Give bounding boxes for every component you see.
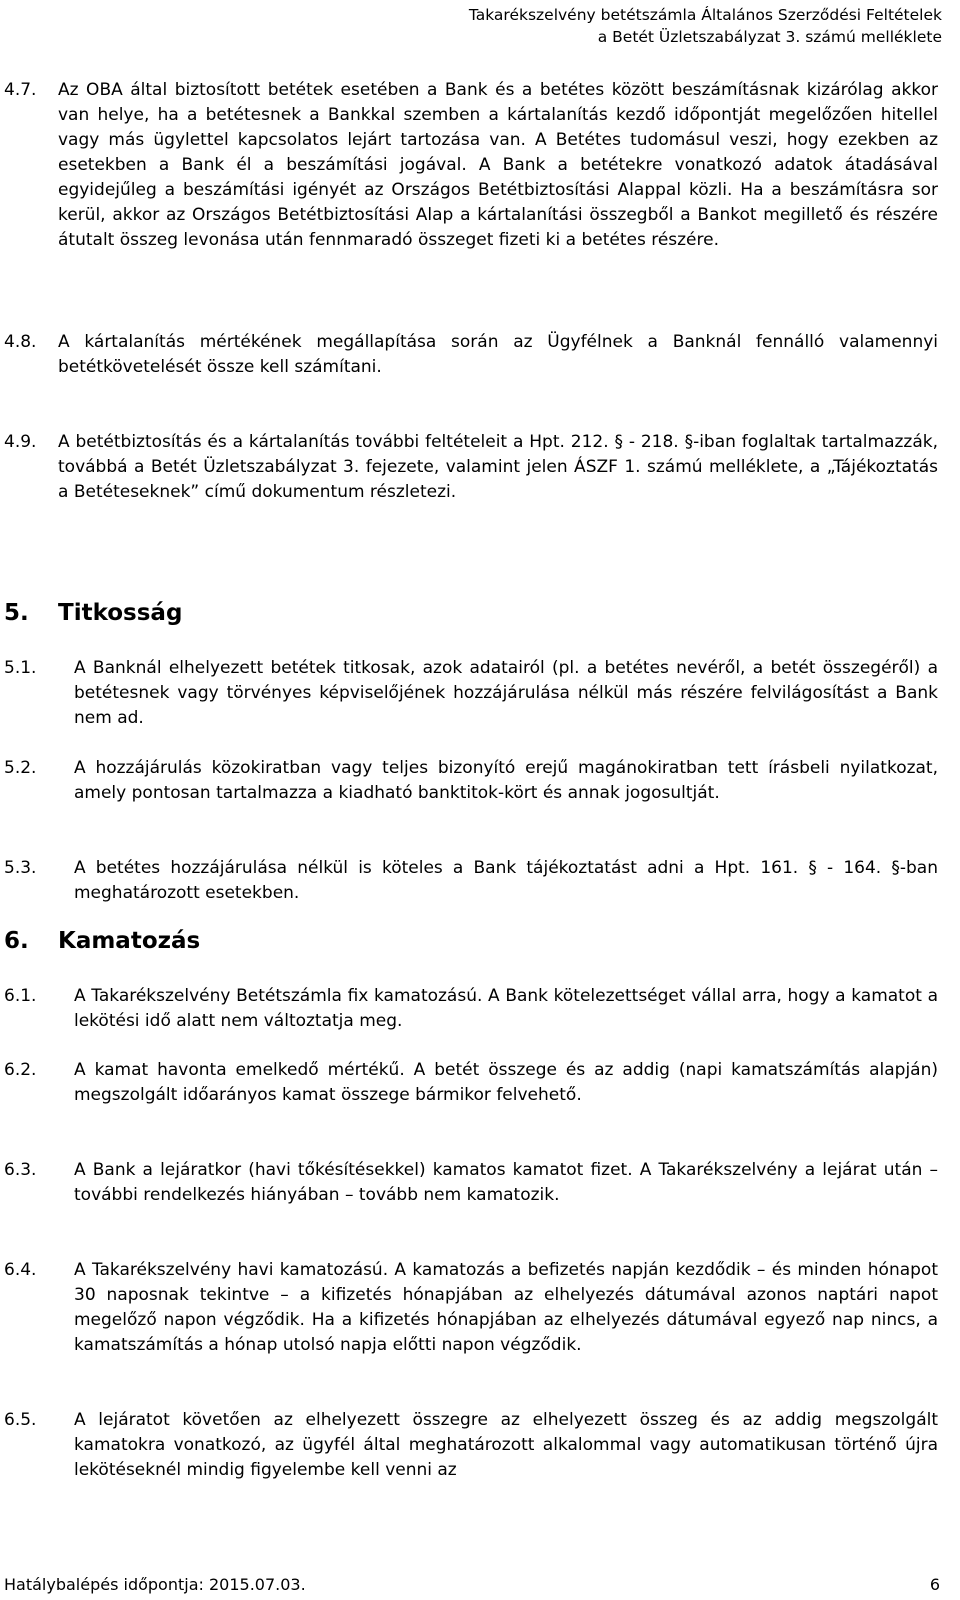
effective-date: Hatálybalépés időpontja: 2015.07.03. [4, 1575, 306, 1594]
paragraph-text: A kamat havonta emelkedő mértékű. A betét összege és az addig (napi kamatszámítás alapján) megszolgált időarányos kamat összege bármikor felvehető. [74, 1060, 938, 1105]
header-subtitle: a Betét Üzletszabályzat 3. számú melléklete [597, 28, 942, 46]
paragraph-number: 5.3. [4, 858, 37, 878]
paragraph-6-3 [4, 1158, 938, 1208]
paragraph-text: A betétes hozzájárulása nélkül is köteles a Bank tájékoztatást adni a Hpt. 161. § - 164. §-ban meghatározott esetekben. [74, 858, 938, 903]
heading-title: Titkosság [58, 600, 183, 626]
paragraph-4-9 [4, 430, 938, 505]
paragraph-number: 6.5. [4, 1410, 37, 1430]
paragraph-number: 4.8. [4, 332, 37, 352]
paragraph-5-2 [4, 756, 938, 806]
heading-number: 5. [4, 600, 29, 626]
paragraph-number: 4.9. [4, 432, 37, 452]
paragraph-text: A kártalanítás mértékének megállapítása során az Ügyfélnek a Banknál fennálló valamennyi betétkövetelését össze kell számítani. [58, 332, 938, 377]
page-number: 6 [929, 1575, 940, 1594]
paragraph-4-7 [4, 78, 938, 253]
paragraph-number: 6.2. [4, 1060, 37, 1080]
paragraph-text: A hozzájárulás közokiratban vagy teljes bizonyító erejű magánokiratban tett írásbeli nyilatkozat, amely pontosan tartalmazza a kiadható banktitok-kört és annak jogosultját. [74, 758, 938, 803]
paragraph-6-5 [4, 1408, 938, 1483]
paragraph-text: A Banknál elhelyezett betétek titkosak, azok adatairól (pl. a betétes nevéről, a betét összegéről) a betétesnek vagy törvényes képviselőjének hozzájárulása nélkül más részére felvilágosítást a Bank nem ad. [74, 658, 938, 728]
paragraph-number: 4.7. [4, 80, 37, 100]
paragraph-5-1 [4, 656, 938, 731]
paragraph-text: A Takarékszelvény Betétszámla fix kamatozású. A Bank kötelezettséget vállal arra, hogy a kamatot a lekötési idő alatt nem változtatja meg. [74, 986, 938, 1031]
paragraph-text: Az OBA által biztosított betétek esetében a Bank és a betétes között beszámításnak kizárólag akkor van helye, ha a betétesnek a Bankkal szemben a kártalanítás kezdő időpontját megelőzően hitellel vagy más ügylettel kapcsolatos lejárt tartozása van. A Betétes tudomásul veszi, hogy ezekben az esetekben a Bank él a beszámítási jogával. A Bank a betétekre vonatkozó adatok átadásával egyidejűleg a beszámítási igényét az Országos Betétbiztosítási Alappal közli. Ha a beszámításra sor kerül, akkor az Országos Betétbiztosítási Alap a kártalanítási összegből a Bankot megillető és részére átutalt összeg levonása után fennmaradó összeget fizeti ki a betétes részére. [58, 80, 938, 250]
paragraph-number: 5.2. [4, 758, 37, 778]
heading-title: Kamatozás [58, 928, 201, 954]
paragraph-5-3 [4, 856, 938, 906]
paragraph-text: A Takarékszelvény havi kamatozású. A kamatozás a befizetés napján kezdődik – és minden hónapot 30 naposnak tekintve – a kifizetés hónapjában az elhelyezés dátumával azonos naptári napot megelőző napon végződik. Ha a kifizetés hónapjában az elhelyezés dátumával egyező nap nincs, a kamatszámítás a hónap utolsó napja előtti napon végződik. [74, 1260, 938, 1355]
paragraph-text: A lejáratot követően az elhelyezett összegre az elhelyezett összeg és az addig megszolgált kamatokra vonatkozó, az ügyfél által meghatározott alkalommal vagy automatikusan történő újra lekötéseknél mindig figyelembe kell venni az [74, 1410, 938, 1480]
paragraph-number: 5.1. [4, 658, 37, 678]
paragraph-number: 6.1. [4, 986, 37, 1006]
section-heading-kamatozas [4, 926, 200, 956]
page-header [469, 4, 942, 48]
header-title: Takarékszelvény betétszámla Általános Szerződési Feltételek [468, 6, 942, 24]
section-heading-titkossag [4, 598, 182, 628]
paragraph-number: 6.4. [4, 1260, 37, 1280]
paragraph-6-4 [4, 1258, 938, 1358]
paragraph-number: 6.3. [4, 1160, 37, 1180]
paragraph-text: A betétbiztosítás és a kártalanítás további feltételeit a Hpt. 212. § - 218. §-iban foglaltak tartalmazzák, továbbá a Betét Üzletszabályzat 3. fejezete, valamint jelen ÁSZF 1. számú melléklete, a „Tájékoztatás a Betéteseknek” című dokumentum részletezi. [58, 432, 938, 502]
paragraph-4-8 [4, 330, 938, 380]
page-footer [4, 1574, 940, 1596]
paragraph-6-2 [4, 1058, 938, 1108]
heading-number: 6. [4, 928, 29, 954]
paragraph-text: A Bank a lejáratkor (havi tőkésítésekkel) kamatos kamatot fizet. A Takarékszelvény a lejárat után – további rendelkezés hiányában – tovább nem kamatozik. [74, 1160, 938, 1205]
paragraph-6-1 [4, 984, 938, 1034]
